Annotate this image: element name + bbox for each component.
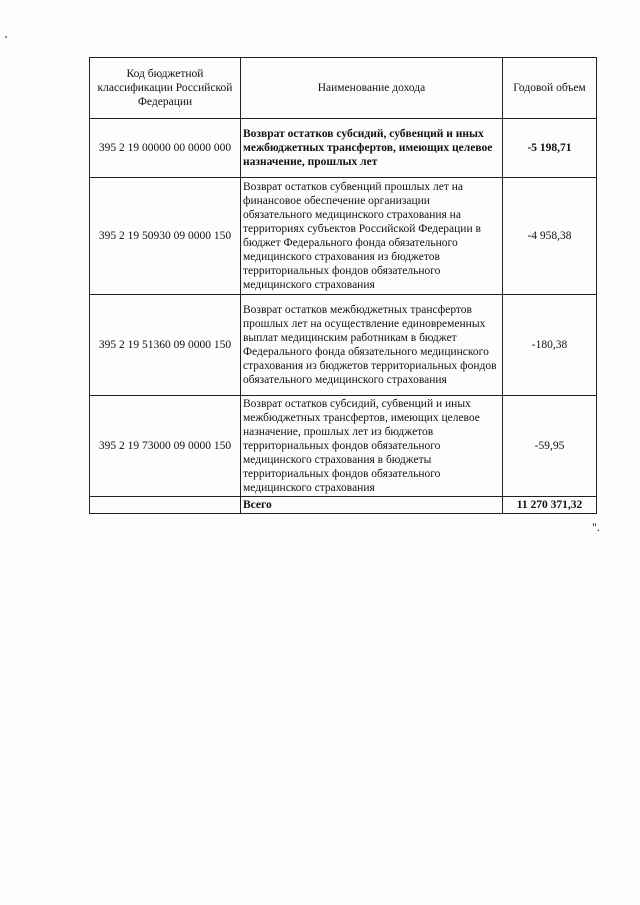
closing-quote: ". [592, 520, 600, 534]
row-code: 395 2 19 73000 09 0000 150 [90, 396, 241, 497]
table-row [90, 295, 597, 396]
header-revenue-name: Наименование дохода [241, 58, 503, 119]
row-code: 395 2 19 50930 09 0000 150 [90, 178, 241, 295]
total-volume: 11 270 371,32 [503, 497, 597, 514]
row-name: Возврат остатков субсидий, субвенций и иных межбюджетных трансфертов, имеющих целевое назначение, прошлых лет из бюджетов территориальных фондов обязательного медицинского страхования в бюджеты территориальных фондов обязательного медицинского страхования [241, 396, 503, 497]
row-code: 395 2 19 00000 00 0000 000 [90, 119, 241, 178]
row-volume: -59,95 [503, 396, 597, 497]
row-name: Возврат остатков субвенций прошлых лет на финансовое обеспечение организации обязательного медицинского страхования на территориях субъектов Российской Федерации в бюджет Федерального фонда обязательного медицинского страхования из бюджетов территориальных фондов обязательного медицинского страхования [241, 178, 503, 295]
table-row [90, 396, 597, 497]
row-volume: -180,38 [503, 295, 597, 396]
header-annual-volume: Годовой объем [503, 58, 597, 119]
total-label: Всего [241, 497, 503, 514]
table-row [90, 119, 597, 178]
header-budget-code: Код бюджетной классификации Российской Федерации [90, 58, 241, 119]
total-code [90, 497, 241, 514]
row-name: Возврат остатков субсидий, субвенций и иных межбюджетных трансфертов, имеющих целевое назначение, прошлых лет [241, 119, 503, 178]
total-row [90, 497, 597, 514]
row-code: 395 2 19 51360 09 0000 150 [90, 295, 241, 396]
row-name: Возврат остатков межбюджетных трансфертов прошлых лет на осуществление единовременных выплат медицинским работникам в бюджет Федерального фонда обязательного медицинского страхования из бюджетов территориальных фондов обязательного медицинского страхования [241, 295, 503, 396]
table-header-row [90, 58, 597, 119]
row-volume: -4 958,38 [503, 178, 597, 295]
table-row [90, 178, 597, 295]
revenue-table [89, 57, 597, 514]
row-volume: -5 198,71 [503, 119, 597, 178]
scan-speck [5, 36, 7, 38]
